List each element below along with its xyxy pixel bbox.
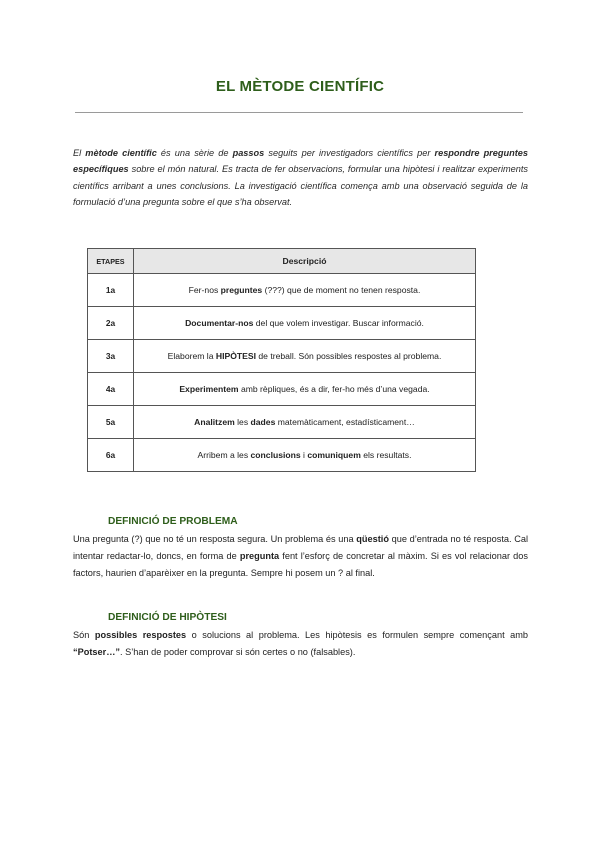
hypothesis-text: Són xyxy=(73,630,95,640)
step-number: 1a xyxy=(88,274,134,307)
hypothesis-heading: DEFINICIÓ DE HIPÒTESI xyxy=(108,612,227,623)
step-description xyxy=(134,307,476,340)
step-number: 2a xyxy=(88,307,134,340)
step-description xyxy=(134,340,476,373)
step-description xyxy=(134,439,476,472)
problem-bold: pregunta xyxy=(239,551,280,561)
table-header-row xyxy=(88,249,476,274)
intro-bold: mètode científic xyxy=(85,148,157,158)
desc-text: Arribem a les xyxy=(197,450,251,460)
table-row xyxy=(88,439,476,472)
desc-bold: HIPÒTESI xyxy=(215,351,256,361)
hypothesis-bold: “Potser…” xyxy=(73,647,120,657)
desc-text: els resultats. xyxy=(360,450,412,460)
desc-text: de treball. Són possibles respostes al problema. xyxy=(256,351,442,361)
intro-paragraph xyxy=(73,145,528,210)
intro-bold: respondre preguntes específiques xyxy=(73,148,528,175)
title-divider xyxy=(75,112,523,113)
problem-text: que d’entrada no té resposta. Cal intentar redactar-lo, doncs, en forma de xyxy=(73,534,528,561)
step-number: 4a xyxy=(88,373,134,406)
steps-table xyxy=(87,248,476,472)
desc-bold: dades xyxy=(250,417,276,427)
step-number: 5a xyxy=(88,406,134,439)
desc-text: les xyxy=(234,417,251,427)
table-row xyxy=(88,373,476,406)
desc-text: Elaborem la xyxy=(167,351,216,361)
intro-text: sobre el món natural. Es tracta de fer observacions, formular una hipòtesi i realitzar experiments científics arribant a unes conclusions. La investigació científica comença amb una observació seguida de la formulació d’una pregunta sobre el que s’ha observat. xyxy=(73,164,528,207)
table-row xyxy=(88,307,476,340)
desc-bold: preguntes xyxy=(220,285,263,295)
desc-bold: Documentar-nos xyxy=(185,318,254,328)
desc-text: i xyxy=(300,450,308,460)
desc-bold: Analitzem xyxy=(194,417,235,427)
step-description xyxy=(134,274,476,307)
hypothesis-paragraph xyxy=(73,627,528,661)
intro-text: és una sèrie de xyxy=(156,148,233,158)
desc-text: amb rèpliques, és a dir, fer-ho més d’una vegada. xyxy=(238,384,430,394)
desc-text: (???) que de moment no tenen resposta. xyxy=(262,285,421,295)
desc-bold: comuniquem xyxy=(307,450,361,460)
desc-text: del que volem investigar. Buscar informació. xyxy=(253,318,424,328)
step-number: 6a xyxy=(88,439,134,472)
step-number: 3a xyxy=(88,340,134,373)
hypothesis-text: . S’han de poder comprovar si són certes o no (falsables). xyxy=(119,647,356,657)
problem-paragraph xyxy=(73,531,528,582)
desc-bold: conclusions xyxy=(250,450,301,460)
hypothesis-bold: possibles respostes xyxy=(94,630,187,640)
table-row xyxy=(88,340,476,373)
problem-text: fent l’esforç de concretar al màxim. Si es vol relacionar dos factors, haurien d’aparèixer en la pregunta. Sempre hi posem un ? al final. xyxy=(73,551,528,578)
step-description xyxy=(134,406,476,439)
column-header-description: Descripció xyxy=(134,249,476,274)
hypothesis-text: o solucions al problema. Les hipòtesis es formulen sempre començant amb xyxy=(186,630,529,640)
table-row xyxy=(88,274,476,307)
desc-bold: Experimentem xyxy=(179,384,239,394)
problem-bold: qüestió xyxy=(356,534,389,544)
intro-text: El xyxy=(73,148,86,158)
intro-text: seguits per investigadors científics per xyxy=(264,148,435,158)
problem-text: Una pregunta (?) que no té un resposta segura. Un problema és una xyxy=(73,534,357,544)
table-row xyxy=(88,406,476,439)
page-title: EL MÈTODE CIENTÍFIC xyxy=(215,78,385,95)
step-description xyxy=(134,373,476,406)
desc-text: Fer-nos xyxy=(188,285,221,295)
problem-heading: DEFINICIÓ DE PROBLEMA xyxy=(108,516,238,527)
desc-text: matemàticament, estadísticament… xyxy=(275,417,415,427)
intro-bold: passos xyxy=(232,148,265,158)
column-header-steps: ETAPES xyxy=(88,249,134,274)
